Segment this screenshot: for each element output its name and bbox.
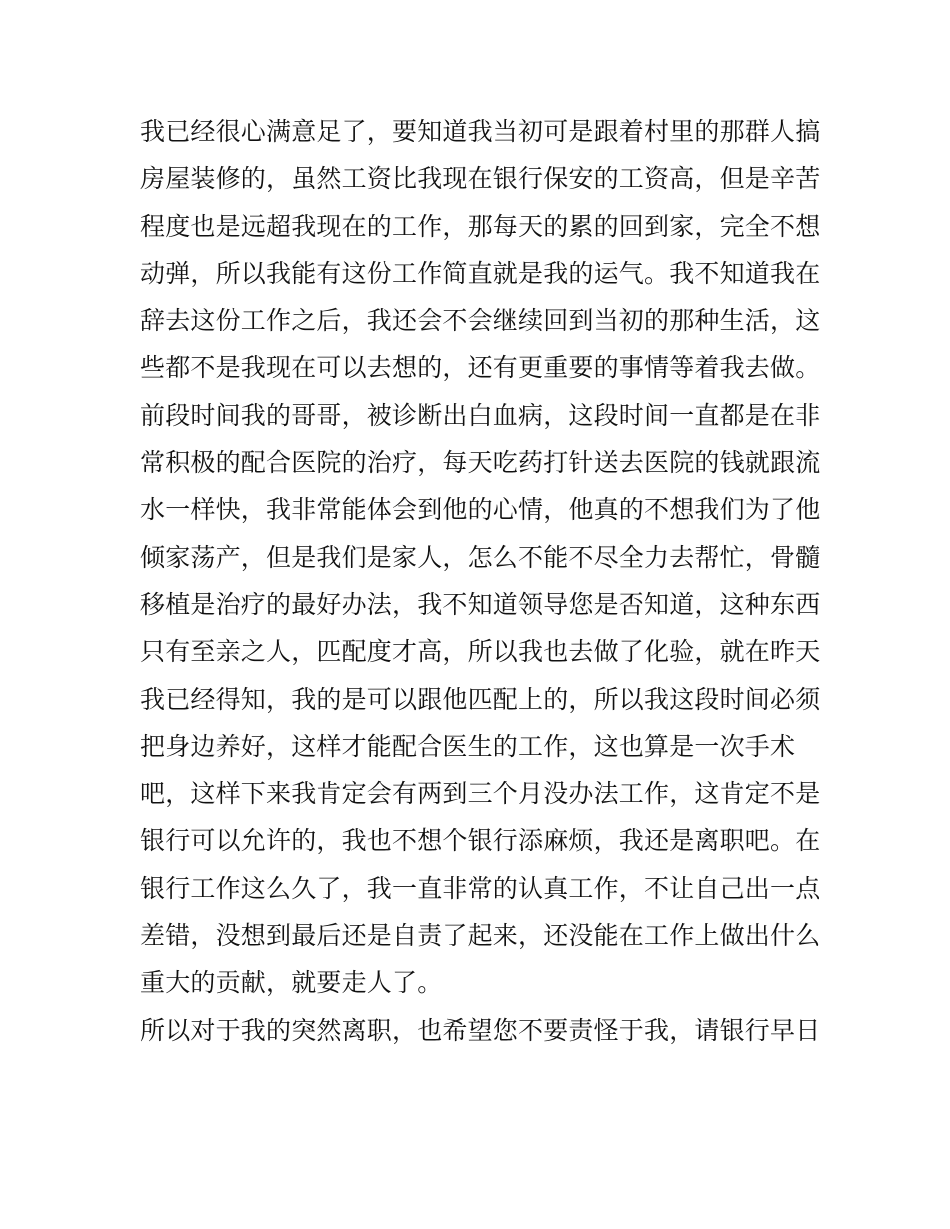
- document-body: [140, 108, 820, 1054]
- text-line: 些都不是我现在可以去想的，还有更重要的事情等着我去做。: [140, 353, 820, 383]
- text-line: 我已经很心满意足了，要知道我当初可是跟着村里的那群人搞: [140, 117, 820, 146]
- text-line: 移植是治疗的最好办法，我不知道领导您是否知道，这种东西: [140, 589, 820, 619]
- text-line: 倾家荡产，但是我们是家人，怎么不能不尽全力去帮忙，骨髓: [140, 542, 820, 572]
- text-line: 只有至亲之人，匹配度才高，所以我也去做了化验，就在昨天: [140, 637, 820, 667]
- text-line: 重大的贡献，就要走人了。: [140, 968, 443, 998]
- text-line: 水一样快，我非常能体会到他的心情，他真的不想我们为了他: [140, 495, 820, 525]
- text-line: 前段时间我的哥哥，被诊断出白血病，这段时间一直都是在非: [140, 400, 820, 430]
- text-line: 程度也是远超我现在的工作，那每天的累的回到家，完全不想: [140, 211, 820, 241]
- text-line: 吧，这样下来我肯定会有两到三个月没办法工作，这肯定不是: [140, 779, 820, 809]
- text-line: 银行工作这么久了，我一直非常的认真工作，不让自己出一点: [140, 873, 820, 903]
- text-line: 把身边养好，这样才能配合医生的工作，这也算是一次手术: [140, 731, 796, 761]
- text-line: 辞去这份工作之后，我还会不会继续回到当初的那种生活，这: [140, 306, 820, 336]
- text-line: 房屋装修的，虽然工资比我现在银行保安的工资高，但是辛苦: [140, 164, 820, 194]
- text-line: 我已经得知，我的是可以跟他匹配上的，所以我这段时间必须: [140, 684, 820, 714]
- text-line: 银行可以允许的，我也不想个银行添麻烦，我还是离职吧。在: [140, 826, 820, 856]
- text-line: 常积极的配合医院的治疗，每天吃药打针送去医院的钱就跟流: [140, 448, 820, 478]
- text-line: 差错，没想到最后还是自责了起来，还没能在工作上做出什么: [140, 921, 820, 951]
- text-line: 动弹，所以我能有这份工作简直就是我的运气。我不知道我在: [140, 258, 820, 288]
- text-line: 所以对于我的突然离职，也希望您不要责怪于我，请银行早日: [140, 1015, 820, 1045]
